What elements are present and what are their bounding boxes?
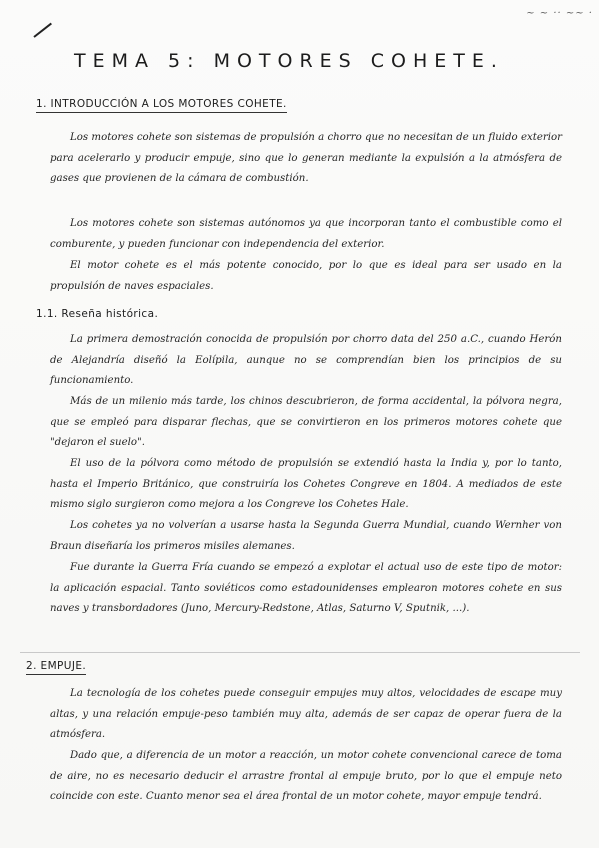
heading-underline	[26, 674, 86, 675]
section-heading-text: 1.1. Reseña histórica.	[36, 308, 159, 320]
section-heading-text: 2. EMPUJE.	[26, 660, 87, 672]
margin-slash-mark	[33, 23, 52, 38]
paragraph: Los cohetes ya no volverían a usarse hasta la Segunda Guerra Mundial, cuando Wernher von Braun diseñaría los primeros misiles alemanes.	[50, 520, 562, 552]
section-heading-introduccion	[36, 98, 287, 113]
page-edge-scribble: ~ ~ ·· ~~ ·	[526, 8, 593, 19]
section-heading-text: 1. INTRODUCCIÓN A LOS MOTORES COHETE.	[36, 98, 287, 110]
page-title: TEMA 5: MOTORES COHETE.	[74, 50, 504, 72]
paragraph: Más de un milenio más tarde, los chinos descubrieron, de forma accidental, la pólvora negra, que se empleó para disparar flechas, que se convirtieron en los primeros motores cohete que "dejaron el suelo".	[50, 396, 562, 448]
paragraph: Los motores cohete son sistemas autónomos ya que incorporan tanto el combustible como el comburente, y pueden funcionar con independencia del exterior.	[50, 218, 562, 250]
paragraph: La primera demostración conocida de propulsión por chorro data del 250 a.C., cuando Herón de Alejandría diseñó la Eolípila, aunque no se comprendían bien los principios de su funcionamiento.	[50, 334, 562, 386]
heading-underline	[36, 112, 287, 113]
paragraph: El uso de la pólvora como método de propulsión se extendió hasta la India y, por lo tanto, hasta el Imperio Británico, que construiría los Cohetes Congreve en 1804. A mediados de este mismo siglo surgieron como mejora a los Congreve los Cohetes Hale.	[50, 458, 562, 510]
section-heading-empuje	[26, 660, 86, 675]
paragraph: La tecnología de los cohetes puede conseguir empujes muy altos, velocidades de escape muy altas, y una relación empuje-peso también muy alta, además de ser capaz de operar fuera de la atmósfera.	[50, 688, 562, 740]
paragraph: El motor cohete es el más potente conocido, por lo que es ideal para ser usado en la propulsión de naves espaciales.	[50, 260, 562, 292]
paragraph: Dado que, a diferencia de un motor a reacción, un motor cohete convencional carece de toma de aire, no es necesario deducir el arrastre frontal al empuje bruto, por lo que el empuje neto coincide con este. Cuanto menor sea el área frontal de un motor cohete, mayor empuje tendrá.	[50, 750, 562, 802]
section-heading-resena-historica	[36, 308, 158, 320]
paragraph: Fue durante la Guerra Fría cuando se empezó a explotar el actual uso de este tipo de motor: la aplicación espacial. Tanto soviéticos como estadounidenses emplearon motores cohete en sus naves y transbordadores (Juno, Mercury-Redstone, Atlas, Saturno V, Sputnik, ...).	[50, 562, 562, 614]
section-divider	[20, 652, 580, 653]
paragraph: Los motores cohete son sistemas de propulsión a chorro que no necesitan de un fluido exterior para acelerarlo y producir empuje, sino que lo generan mediante la expulsión a la atmósfera de gases que provienen de la cámara de combustión.	[50, 132, 562, 184]
